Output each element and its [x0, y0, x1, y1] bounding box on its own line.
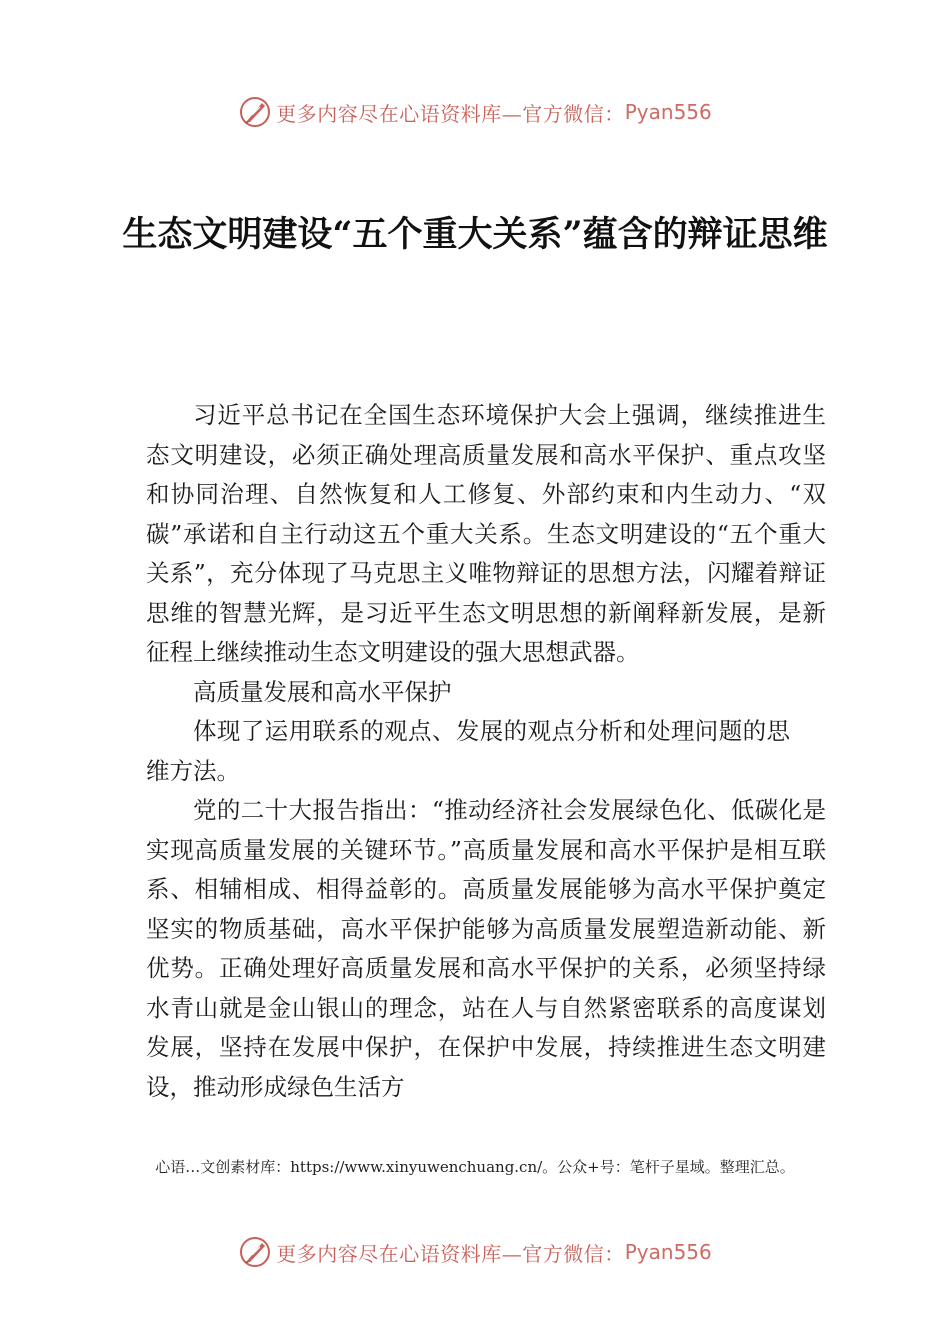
footer-banner — [0, 1232, 950, 1272]
paragraph-intro: 习近平总书记在全国生态环境保护大会上强调，继续推进生态文明建设，必须正确处理高质量发展和高水平保护、重点攻坚和协同治理、自然恢复和人工修复、外部约束和内生动力、“双碳”承诺和自主行动这五个重大关系。生态文明建设的“五个重大关系”，充分体现了马克思主义唯物辩证的思想方法，闪耀着辩证思维的智慧光辉，是习近平生态文明思想的新阐释新发展，是新征程上继续推动生态文明建设的强大思想武器。 — [146, 401, 826, 666]
wechat-id: Pyan556 — [624, 100, 712, 124]
banner-text: 更多内容尽在心语资料库—官方微信： — [276, 101, 625, 126]
wechat-id: Pyan556 — [624, 1240, 712, 1264]
quill-pen-icon — [238, 95, 272, 129]
section-heading: 高质量发展和高水平保护 — [193, 677, 452, 706]
page-title: 生态文明建设“五个重大关系”蕴含的辩证思维 — [122, 214, 828, 255]
article-body — [146, 396, 826, 1107]
source-note: 心语…文创素材库：https://www.xinyuwenchuang.cn/。公众+号：笔杆子星域。整理汇总。 — [155, 1158, 795, 1176]
section-subtitle: 体现了运用联系的观点、发展的观点分析和处理问题的思维方法。 — [146, 717, 790, 785]
paragraph-body: 党的二十大报告指出：“推动经济社会发展绿色化、低碳化是实现高质量发展的关键环节。”高质量发展和高水平保护是相互联系、相辅相成、相得益彰的。高质量发展能够为高水平保护奠定坚实的物质基础，高水平保护能够为高质量发展塑造新动能、新优势。正确处理好高质量发展和高水平保护的关系，必须坚持绿水青山就是金山银山的理念，站在人与自然紧密联系的高度谋划发展，坚持在发展中保护，在保护中发展，持续推进生态文明建设，推动形成绿色生活方 — [146, 796, 826, 1101]
header-banner — [0, 92, 950, 132]
quill-pen-icon — [238, 1235, 272, 1269]
banner-text: 更多内容尽在心语资料库—官方微信： — [276, 1241, 625, 1266]
